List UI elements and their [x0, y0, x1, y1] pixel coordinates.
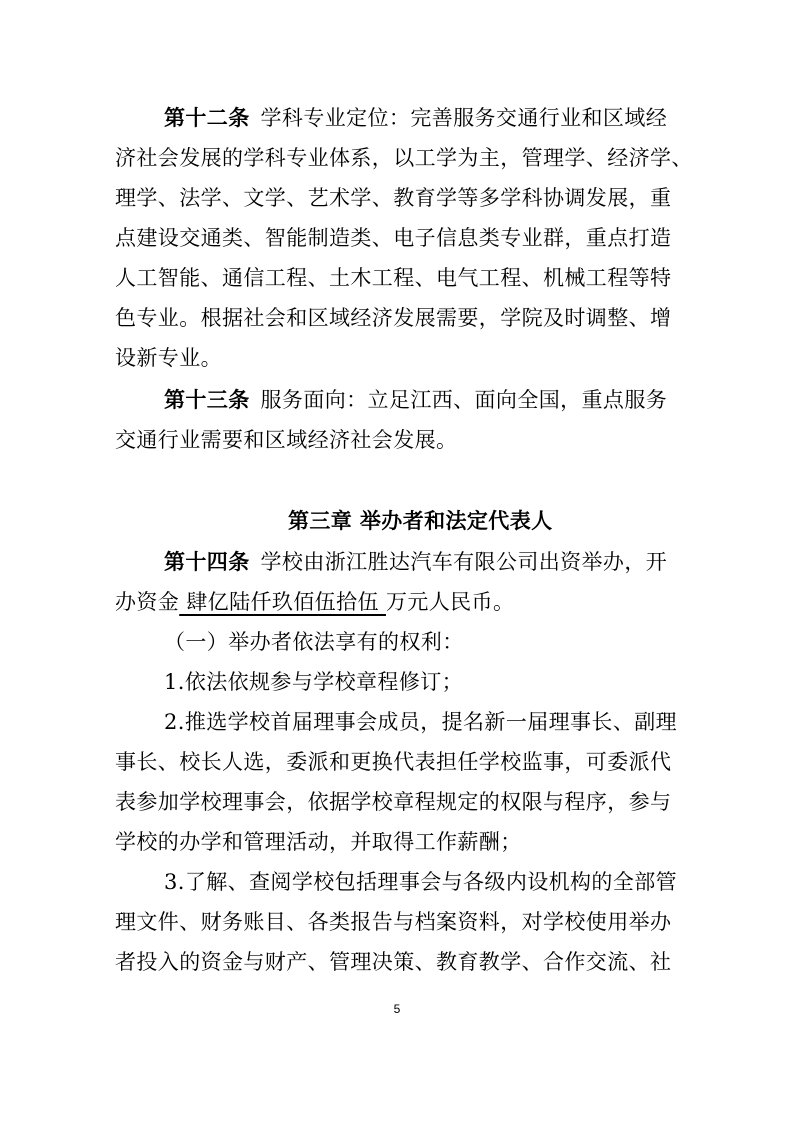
funding-unit: 万元人民币。 — [385, 590, 515, 614]
rights-item-3-line-3: 者投入的资金与财产、管理决策、教育教学、合作交流、社 — [115, 950, 672, 974]
article-12-line-6: 色专业。根据社会和区域经济发展需要，学院及时调整、增 — [115, 306, 672, 330]
article-12-line-2: 济社会发展的学科专业体系，以工学为主，管理学、经济学、 — [115, 146, 693, 170]
article-13-text: 服务面向：立足江西、面向全国，重点服务 — [260, 388, 668, 412]
article-12-line-1 — [164, 103, 704, 133]
rights-heading: （一）举办者依法享有的权利： — [164, 630, 464, 654]
article-12-title: 第十二条 — [164, 106, 250, 130]
article-14-line-2 — [115, 587, 705, 617]
article-13-line-1 — [164, 385, 704, 415]
rights-item-3-line-2: 理文件、财务账目、各类报告与档案资料，对学校使用举办 — [115, 910, 672, 934]
article-12-line-4: 点建设交通类、智能制造类、电子信息类专业群，重点打造 — [115, 226, 672, 250]
rights-item-1: 1.依法依规参与学校章程修订； — [164, 670, 464, 694]
rights-item-2-line-4: 学校的办学和管理活动，并取得工作薪酬； — [115, 830, 522, 854]
article-13-line-2: 交通行业需要和区域经济社会发展。 — [115, 428, 458, 452]
funding-label: 办资金 — [115, 590, 180, 614]
article-14-text: 学校由浙江胜达汽车有限公司出资举办，开 — [260, 550, 668, 574]
funding-amount: 肆亿陆仟玖佰伍拾伍 — [179, 590, 386, 614]
article-12-line-7: 设新专业。 — [115, 346, 222, 370]
article-13-title: 第十三条 — [164, 388, 250, 412]
article-12-line-5: 人工智能、通信工程、土木工程、电气工程、机械工程等特 — [115, 266, 672, 290]
page-number: 5 — [393, 1002, 401, 1016]
article-14-title: 第十四条 — [164, 550, 250, 574]
rights-item-2-line-3: 表参加学校理事会，依据学校章程规定的权限与程序，参与 — [115, 790, 672, 814]
article-14-line-1 — [164, 547, 704, 577]
rights-item-3-line-1: 3.了解、查阅学校包括理事会与各级内设机构的全部管 — [164, 870, 678, 894]
rights-item-2-line-2: 事长、校长人选，委派和更换代表担任学校监事，可委派代 — [115, 750, 672, 774]
chapter-3-title: 第三章 举办者和法定代表人 — [288, 509, 553, 533]
article-12-text: 学科专业定位：完善服务交通行业和区域经 — [260, 106, 668, 130]
article-12-line-3: 理学、法学、文学、艺术学、教育学等多学科协调发展，重 — [115, 186, 672, 210]
rights-item-2-line-1: 2.推选学校首届理事会成员，提名新一届理事长、副理 — [164, 710, 678, 734]
